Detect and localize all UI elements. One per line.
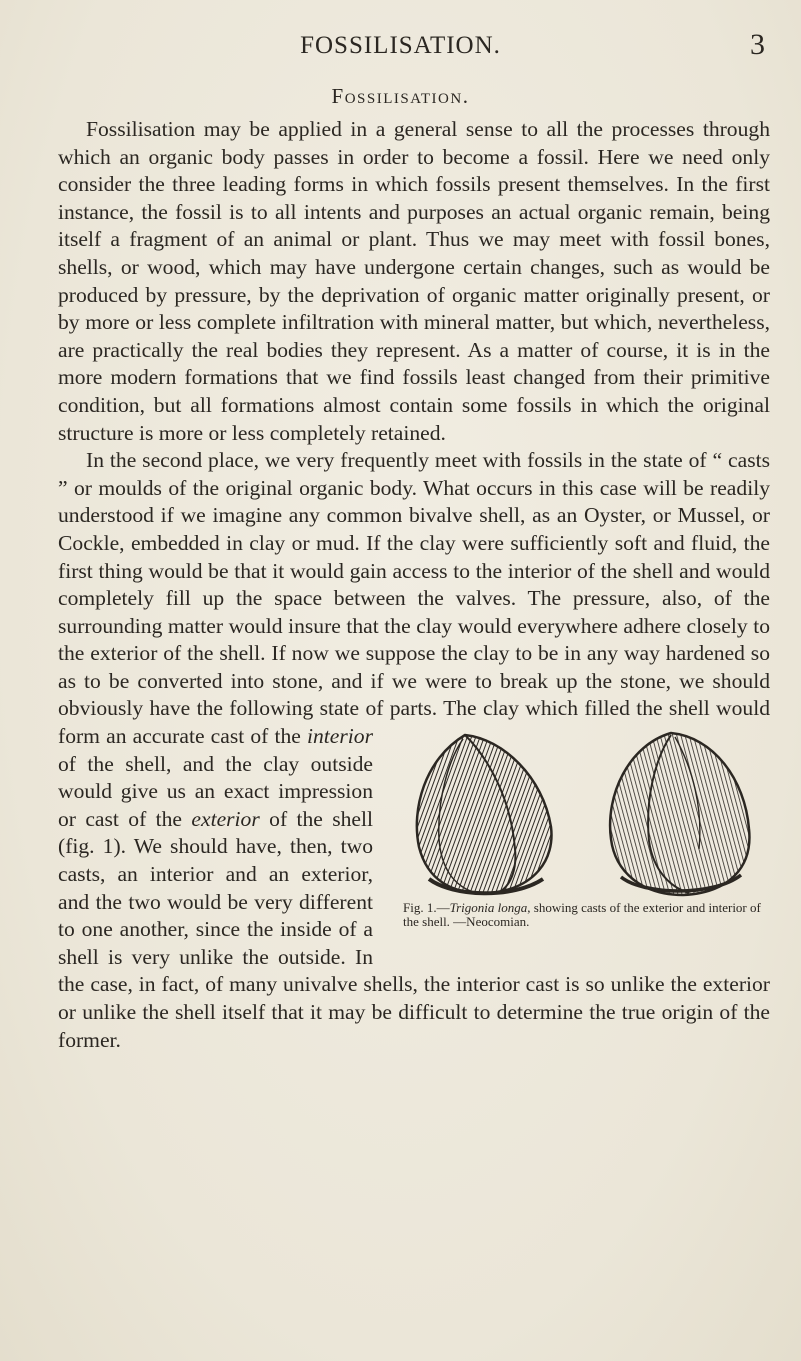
exterior-cast-drawing bbox=[417, 735, 552, 893]
paragraph-2-part-c: of the shell (fig. 1). We should have, then, two casts, an interior and an exterior, and the two would be very different to one another, since the inside of a shell is very unlike the outside. In the case, in fact, of many univalve shells, the interior cast is so unlike the exterior or unlike the shell itself that it may be difficult to determine the true origin of the former. bbox=[58, 806, 770, 1052]
paragraph-2-part-a: In the second place, we very frequently meet with fossils in the state of “ casts ” or moulds of the original organic body. What occurs in this case will be readily understood if we imagine any common bivalve shell, as an Oyster, or Mussel, or Cockle, embedded in clay or mud. If the clay were sufficiently soft and fluid, the first thing would be that it would gain access to the interior of the shell and would completely fill up the space between the valves. The pressure, also, of the surrounding matter would insure that the clay would everywhere adhere closely to the exterior of the shell. If now we suppose the clay to be in any way hardened so as to be converted into stone, and if we were to break up the stone, we should obviously have the following state of parts. The clay which filled the shell would form an accurate cast of the bbox=[58, 448, 770, 749]
interior-cast-drawing bbox=[610, 733, 749, 895]
running-title: FOSSILISATION. bbox=[300, 32, 501, 59]
figure-label: Fig. 1.— bbox=[403, 900, 450, 916]
paragraph-2-part-b: of the shell, and the clay outside would give us an exact impression or cast of the bbox=[58, 751, 373, 831]
figure-caption bbox=[403, 901, 763, 929]
emphasis-interior: interior bbox=[307, 724, 373, 749]
paragraph-1: Fossilisation may be applied in a general sense to all the processes through which an organic body passes in order to become a fossil. Here we need only consider the three leading forms in which fossils present themselves. In the first instance, the fossil is to all intents and purposes an actual organic remain, being itself a fragment of an animal or plant. Thus we may meet with fossil bones, shells, or wood, which may have undergone certain changes, such as would be produced by pressure, by the deprivation of organic matter originally present, or by more or less complete infiltration with mineral matter, but which, nevertheless, are practically the real bodies they represent. As a matter of course, it is in the more modern formations that we find fossils least changed from their primitive condition, but all formations almost contain some fossils in which the original structure is more or less completely retained. bbox=[58, 117, 770, 445]
running-head bbox=[0, 28, 801, 66]
paragraph-2 bbox=[58, 447, 770, 1054]
body-text bbox=[58, 116, 770, 1054]
fossil-shell-casts-icon bbox=[393, 729, 765, 897]
figure-caption-text: , showing casts of the exterior and interior of the shell. —Neocomian. bbox=[403, 900, 761, 930]
emphasis-exterior: exterior bbox=[191, 806, 260, 831]
page-number: 3 bbox=[750, 28, 765, 61]
figure-1 bbox=[385, 729, 770, 944]
figure-title: Trigonia longa bbox=[449, 900, 528, 916]
section-heading: Fossilisation. bbox=[331, 84, 470, 108]
